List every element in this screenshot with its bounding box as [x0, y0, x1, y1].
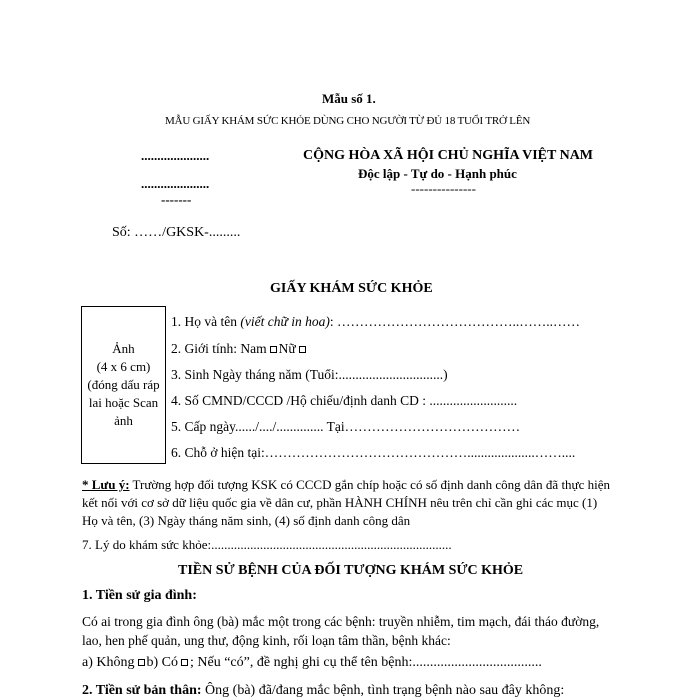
- family-history-text: Có ai trong gia đình ông (bà) mắc một trong các bệnh: truyền nhiễm, tim mạch, đái tháo đường, lao, hen phế quản, ung thư, động kinh, rối loạn tâm thần, bệnh khác:: [82, 614, 600, 648]
- left-header-dots-1: .....................: [141, 148, 210, 163]
- field-id-number: 4. Số CMND/CCCD /Hộ chiếu/định danh CD : ..........................: [171, 393, 518, 408]
- photo-size: (4 x 6 cm): [96, 359, 151, 374]
- photo-label: Ảnh: [112, 341, 135, 356]
- female-checkbox[interactable]: [299, 346, 306, 353]
- family-history-choice: a) Không b) Có ; Nếu “có”, đề nghị ghi cụ thể tên bệnh:.....................................: [82, 655, 542, 670]
- note-text: Trường hợp đối tượng KSK có CCCD gắn chíp hoặc có số định danh công dân đã thực hiện kết nối với cơ sở dữ liệu quốc gia về dân cư, phần HÀNH CHÍNH nêu trên chỉ cần ghi các mục (1) Họ và tên, (3) Ngày tháng năm sinh, (4) số định danh công dân: [82, 477, 610, 528]
- history-title: TIỀN SỬ BỆNH CỦA ĐỐI TƯỢNG KHÁM SỨC KHỎE: [178, 563, 524, 578]
- personal-history-text: Ông (bà) đã/đang mắc bệnh, tình trạng bệnh nào sau đây không:: [201, 683, 565, 698]
- form-number: Mẫu số 1.: [322, 91, 376, 106]
- yes-checkbox[interactable]: [181, 659, 188, 666]
- field-gender: 2. Giới tính: Nam Nữ: [171, 341, 308, 357]
- left-header-dashes: -------: [161, 192, 192, 207]
- note-paragraph: [82, 476, 612, 530]
- photo-placeholder: [81, 306, 166, 464]
- field-issue-date-place: 5. Cấp ngày....../..../.............. Tại…………………………………: [171, 419, 521, 434]
- field-exam-reason: 7. Lý do khám sức khỏe:..........................................................................: [82, 537, 452, 552]
- male-checkbox[interactable]: [270, 346, 277, 353]
- no-checkbox[interactable]: [138, 659, 145, 666]
- personal-history-heading: 2. Tiền sử bản thân:: [82, 683, 202, 698]
- national-motto: Độc lập - Tự do - Hạnh phúc: [358, 166, 517, 181]
- main-title: GIẤY KHÁM SỨC KHỎE: [270, 281, 433, 296]
- field-full-name: 1. Họ và tên (viết chữ in hoa): …………………………………..……..……: [171, 314, 580, 329]
- field-birth-date: 3. Sinh Ngày tháng năm (Tuổi:...............................): [171, 367, 448, 382]
- personal-history-line: [82, 683, 564, 699]
- family-history-heading: 1. Tiền sử gia đình:: [82, 588, 197, 603]
- left-header-dots-2: .....................: [141, 176, 210, 191]
- country-name: CỘNG HÒA XÃ HỘI CHỦ NGHĨA VIỆT NAM: [303, 148, 594, 163]
- field-current-address: 6. Chỗ ở hiện tại:………………………………………....................……....: [171, 445, 576, 460]
- certificate-number: Số: ……/GKSK-.........: [112, 225, 241, 240]
- motto-underline: ---------------: [411, 181, 476, 196]
- form-title: MẪU GIẤY KHÁM SỨC KHỎE DÙNG CHO NGƯỜI TỪ ĐỦ 18 TUỔI TRỞ LÊN: [165, 115, 531, 127]
- note-label: * Lưu ý:: [82, 477, 130, 492]
- photo-note: (đóng dấu ráp lai hoặc Scan ảnh: [87, 377, 160, 428]
